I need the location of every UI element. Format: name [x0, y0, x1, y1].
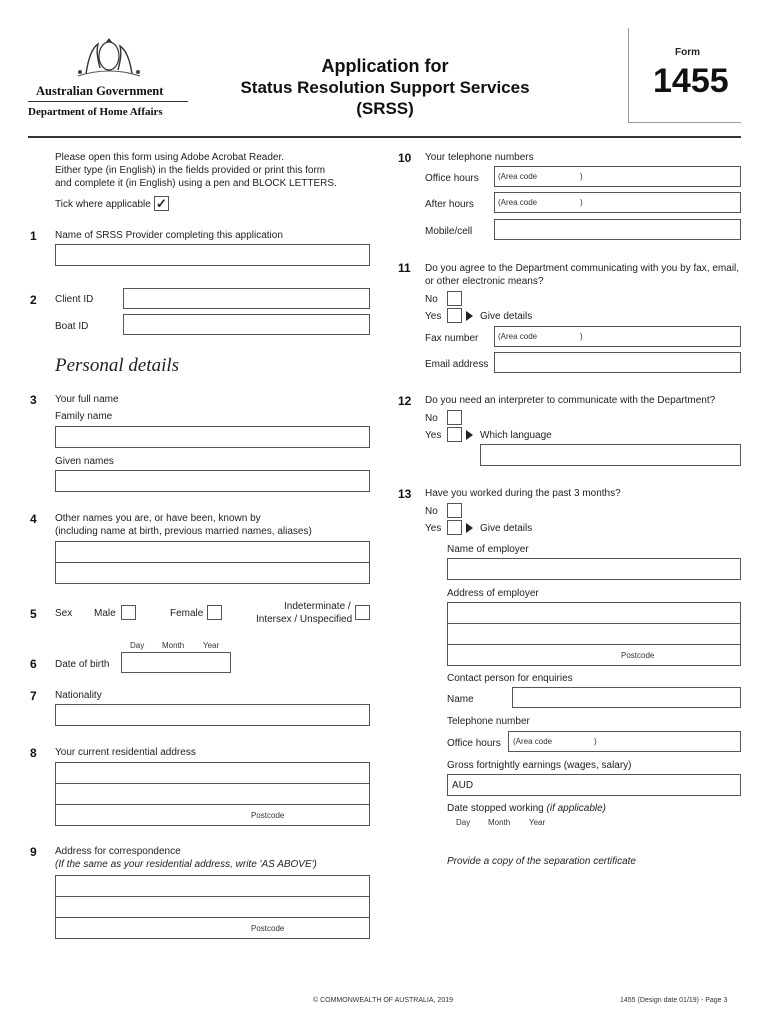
residential-address-line-3[interactable]: [55, 804, 370, 826]
tick-instruction: Tick where applicable: [55, 199, 151, 210]
office-area-code-open: (Area code: [498, 172, 538, 181]
other-names-note: (including name at birth, previous married names, aliases): [55, 526, 312, 537]
nationality-label: Nationality: [55, 690, 102, 701]
given-names-field[interactable]: [55, 470, 370, 492]
residential-postcode-label: Postcode: [251, 811, 285, 820]
male-checkbox[interactable]: [121, 605, 136, 620]
question-7-number: 7: [30, 689, 37, 703]
family-name-field[interactable]: [55, 426, 370, 448]
q11-no-checkbox[interactable]: [447, 291, 462, 306]
q12-yes-label: Yes: [425, 430, 442, 441]
page-reference: 1455 (Design date 01/19) - Page 3: [620, 997, 728, 1004]
correspondence-address-line-2[interactable]: [55, 896, 370, 918]
contact-name-field[interactable]: [512, 687, 741, 708]
q11-arrow-icon: [466, 311, 473, 321]
question-4-number: 4: [30, 512, 37, 526]
contact-area-code-open: (Area code: [513, 737, 553, 746]
copyright-text: © COMMONWEALTH OF AUSTRALIA, 2019: [313, 997, 453, 1004]
employer-postcode-label: Postcode: [621, 651, 655, 660]
telephone-numbers-label: Your telephone numbers: [425, 152, 534, 163]
email-address-label: Email address: [425, 359, 489, 370]
intro-line-3: and complete it (in English) using a pen and BLOCK LETTERS.: [55, 178, 337, 189]
which-language-label: Which language: [480, 430, 552, 441]
boat-id-label: Boat ID: [55, 321, 89, 332]
q13-yes-checkbox[interactable]: [447, 520, 462, 535]
female-checkbox[interactable]: [207, 605, 222, 620]
indeterminate-checkbox[interactable]: [355, 605, 370, 620]
boat-id-field[interactable]: [123, 314, 370, 335]
question-3-number: 3: [30, 393, 37, 407]
q12-no-label: No: [425, 413, 438, 424]
question-10-number: 10: [398, 151, 412, 165]
q12-no-checkbox[interactable]: [447, 410, 462, 425]
q13-give-details-label: Give details: [480, 523, 533, 534]
client-id-label: Client ID: [55, 294, 94, 305]
department-name: Department of Home Affairs: [28, 106, 163, 118]
language-field[interactable]: [480, 444, 741, 466]
correspondence-address-label: Address for correspondence: [55, 846, 181, 857]
contact-person-label: Contact person for enquiries: [447, 673, 573, 684]
employer-name-label: Name of employer: [447, 544, 529, 555]
given-names-label: Given names: [55, 456, 114, 467]
form-number: 1455: [653, 62, 729, 100]
section-heading-personal-details: Personal details: [55, 355, 180, 376]
employer-address-line-2[interactable]: [447, 623, 741, 645]
question-1-label: Name of SRSS Provider completing this application: [55, 230, 283, 241]
question-9-number: 9: [30, 845, 37, 859]
office-area-code-close: ): [580, 172, 583, 181]
date-stopped-label: [447, 803, 606, 814]
telephone-number-label: Telephone number: [447, 716, 530, 727]
gross-earnings-label: Gross fortnightly earnings (wages, salary): [447, 760, 632, 771]
date-stopped-field[interactable]: [447, 830, 557, 851]
q13-yes-label: Yes: [425, 523, 442, 534]
q11-yes-label: Yes: [425, 311, 442, 322]
electronic-contact-label-2: or other electronic means?: [425, 276, 544, 287]
contact-area-code-close: ): [594, 737, 597, 746]
date-stopped-text: Date stopped working: [447, 803, 544, 814]
form-title-line2: Status Resolution Support Services (SRSS): [240, 78, 530, 118]
question-5-number: 5: [30, 607, 37, 621]
date-stopped-note: (if applicable): [546, 803, 606, 814]
worked-past-3-months-label: Have you worked during the past 3 months?: [425, 488, 621, 499]
employer-address-label: Address of employer: [447, 588, 539, 599]
after-area-code-close: ): [580, 198, 583, 207]
mobile-label: Mobile/cell: [425, 226, 473, 237]
q13-no-label: No: [425, 506, 438, 517]
female-label: Female: [170, 608, 204, 619]
stopped-year-label: Year: [529, 818, 546, 827]
employer-name-field[interactable]: [447, 558, 741, 580]
fax-area-code-open: (Area code: [498, 332, 538, 341]
correspondence-address-line-1[interactable]: [55, 875, 370, 897]
coat-of-arms-logo: [68, 30, 150, 80]
nationality-field[interactable]: [55, 704, 370, 726]
srss-provider-name-field[interactable]: [55, 244, 370, 266]
dob-year-label: Year: [203, 641, 220, 650]
other-names-label: Other names you are, or have been, known by: [55, 513, 261, 524]
form-title-line1: Application for: [321, 56, 449, 76]
question-11-number: 11: [398, 261, 411, 275]
date-of-birth-field[interactable]: [121, 652, 231, 673]
mobile-field[interactable]: [494, 219, 741, 240]
other-names-field-2[interactable]: [55, 562, 370, 584]
client-id-field[interactable]: [123, 288, 370, 309]
residential-address-label: Your current residential address: [55, 747, 196, 758]
q11-yes-checkbox[interactable]: [447, 308, 462, 323]
stopped-month-label: Month: [488, 818, 511, 827]
header-divider-left: [28, 101, 188, 102]
email-address-field[interactable]: [494, 352, 741, 373]
currency-label: AUD: [452, 780, 474, 791]
dob-day-label: Day: [130, 641, 145, 650]
question-1-number: 1: [30, 229, 37, 243]
employer-address-line-3[interactable]: [447, 644, 741, 666]
header-rule: [28, 136, 741, 138]
other-names-field-1[interactable]: [55, 541, 370, 563]
form-number-box: [628, 28, 741, 123]
dob-month-label: Month: [162, 641, 185, 650]
interpreter-label: Do you need an interpreter to communicate with the Department?: [425, 395, 716, 406]
intro-line-1: Please open this form using Adobe Acrobat Reader.: [55, 152, 285, 163]
electronic-contact-label-1: Do you agree to the Department communicating with you by fax, email,: [425, 263, 740, 274]
male-label: Male: [94, 608, 116, 619]
fax-number-label: Fax number: [425, 333, 479, 344]
date-of-birth-label: Date of birth: [55, 659, 110, 670]
gross-earnings-field[interactable]: [447, 774, 741, 796]
after-area-code-open: (Area code: [498, 198, 538, 207]
q12-arrow-icon: [466, 430, 473, 440]
full-name-label: Your full name: [55, 394, 119, 405]
office-hours-label: Office hours: [425, 173, 479, 184]
q11-give-details-label: Give details: [480, 311, 533, 322]
question-12-number: 12: [398, 394, 412, 408]
indeterminate-label-line1: Indeterminate /: [284, 601, 351, 612]
stopped-day-label: Day: [456, 818, 471, 827]
intro-line-2: Either type (in English) in the fields provided or print this form: [55, 165, 326, 176]
tick-example-box: ✓: [154, 196, 169, 211]
correspondence-address-note: (If the same as your residential address, write 'AS ABOVE'): [55, 859, 317, 870]
residential-address-line-2[interactable]: [55, 783, 370, 805]
question-8-number: 8: [30, 746, 37, 760]
fax-area-code-close: ): [580, 332, 583, 341]
sex-label: Sex: [55, 608, 73, 619]
residential-address-line-1[interactable]: [55, 762, 370, 784]
indeterminate-label-line2: Intersex / Unspecified: [256, 614, 353, 625]
q11-no-label: No: [425, 294, 438, 305]
separation-certificate-note: Provide a copy of the separation certificate: [447, 856, 636, 867]
government-name: Australian Government: [36, 84, 164, 98]
employer-address-line-1[interactable]: [447, 602, 741, 624]
after-hours-label: After hours: [425, 199, 474, 210]
q13-no-checkbox[interactable]: [447, 503, 462, 518]
question-2-number: 2: [30, 293, 37, 307]
question-13-number: 13: [398, 487, 412, 501]
form-title: [225, 55, 545, 119]
question-6-number: 6: [30, 657, 37, 671]
q12-yes-checkbox[interactable]: [447, 427, 462, 442]
correspondence-address-line-3[interactable]: [55, 917, 370, 939]
contact-name-label: Name: [447, 694, 474, 705]
contact-office-hours-label: Office hours: [447, 738, 501, 749]
correspondence-postcode-label: Postcode: [251, 924, 285, 933]
form-label: Form: [675, 47, 700, 58]
family-name-label: Family name: [55, 411, 113, 422]
q13-arrow-icon: [466, 523, 473, 533]
